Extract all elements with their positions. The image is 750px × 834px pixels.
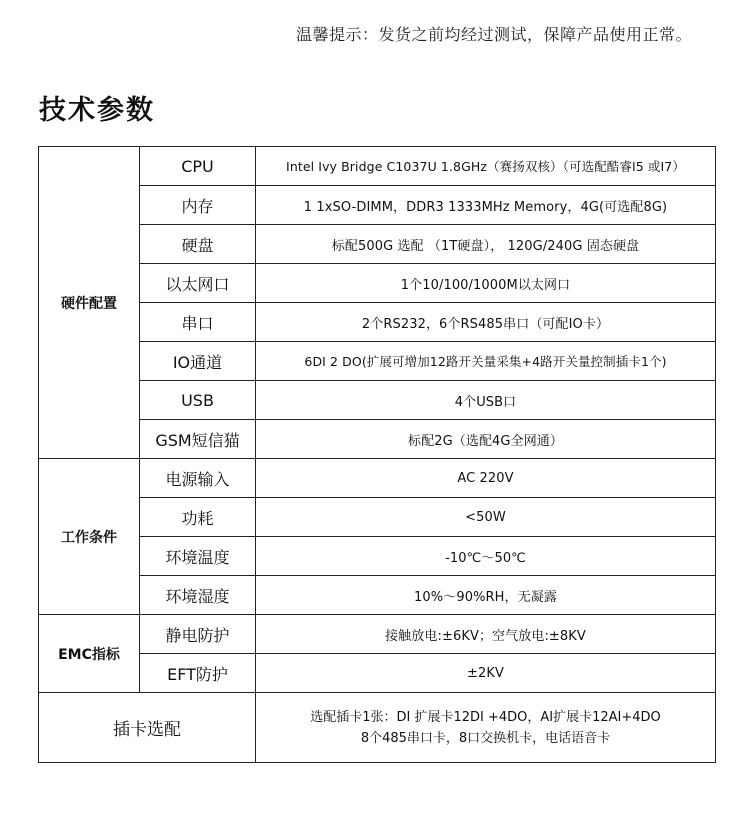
spec-item-label: 以太网口 bbox=[140, 264, 256, 303]
spec-item-label: 环境湿度 bbox=[140, 576, 256, 615]
group-label-emc: EMC指标 bbox=[39, 615, 140, 693]
spec-row-usb bbox=[39, 381, 716, 420]
spec-item-label: EFT防护 bbox=[140, 654, 256, 693]
spec-item-label: IO通道 bbox=[140, 342, 256, 381]
spec-row-memory bbox=[39, 186, 716, 225]
card-options-label: 插卡选配 bbox=[39, 693, 256, 763]
spec-item-value: <50W bbox=[256, 498, 716, 537]
group-label-hardware: 硬件配置 bbox=[39, 147, 140, 459]
card-options-value bbox=[256, 693, 716, 763]
spec-item-value: -10℃～50℃ bbox=[256, 537, 716, 576]
spec-item-label: 电源输入 bbox=[140, 459, 256, 498]
spec-item-label: 硬盘 bbox=[140, 225, 256, 264]
spec-table bbox=[38, 146, 716, 763]
spec-item-label: 环境温度 bbox=[140, 537, 256, 576]
spec-item-value: ±2KV bbox=[256, 654, 716, 693]
spec-item-value: 标配2G（选配4G全网通） bbox=[256, 420, 716, 459]
spec-item-label: CPU bbox=[140, 147, 256, 186]
spec-item-value: 1个10/100/1000M以太网口 bbox=[256, 264, 716, 303]
card-options-line-2: 8个485串口卡，8口交换机卡，电话语音卡 bbox=[360, 730, 611, 746]
spec-row-consumption bbox=[39, 498, 716, 537]
spec-row-ethernet bbox=[39, 264, 716, 303]
spec-item-label: 静电防护 bbox=[140, 615, 256, 654]
spec-item-value: 6DI 2 DO(扩展可增加12路开关量采集+4路开关量控制插卡1个) bbox=[256, 342, 716, 381]
spec-row-power bbox=[39, 459, 716, 498]
spec-row-humidity bbox=[39, 576, 716, 615]
group-label-working: 工作条件 bbox=[39, 459, 140, 615]
spec-item-value: Intel Ivy Bridge C1037U 1.8GHz（赛扬双核）（可选配酷睿I5 或I7） bbox=[256, 147, 716, 186]
spec-item-value: 1 1xSO-DIMM，DDR3 1333MHz Memory，4G(可选配8G) bbox=[256, 186, 716, 225]
spec-item-value: 接触放电:±6KV；空气放电:±8KV bbox=[256, 615, 716, 654]
spec-row-serial bbox=[39, 303, 716, 342]
spec-item-value: 标配500G 选配 （1T硬盘）， 120G/240G 固态硬盘 bbox=[256, 225, 716, 264]
spec-item-label: GSM短信猫 bbox=[140, 420, 256, 459]
spec-item-label: 功耗 bbox=[140, 498, 256, 537]
spec-row-gsm bbox=[39, 420, 716, 459]
spec-item-value: 4个USB口 bbox=[256, 381, 716, 420]
spec-row-io bbox=[39, 342, 716, 381]
section-title: 技术参数 bbox=[39, 95, 155, 126]
spec-row-disk bbox=[39, 225, 716, 264]
spec-row-esd bbox=[39, 615, 716, 654]
card-options-line-1: 选配插卡1张：DI 扩展卡12DI +4DO，AI扩展卡12AI+4DO bbox=[310, 709, 661, 725]
spec-item-label: 串口 bbox=[140, 303, 256, 342]
spec-row-temperature bbox=[39, 537, 716, 576]
spec-item-value: 10%～90%RH，无凝露 bbox=[256, 576, 716, 615]
spec-item-value: AC 220V bbox=[256, 459, 716, 498]
spec-item-label: 内存 bbox=[140, 186, 256, 225]
spec-row-cpu bbox=[39, 147, 716, 186]
spec-row-card-options bbox=[39, 693, 716, 763]
spec-item-value: 2个RS232，6个RS485串口（可配IO卡） bbox=[256, 303, 716, 342]
spec-item-label: USB bbox=[140, 381, 256, 420]
spec-row-eft bbox=[39, 654, 716, 693]
shipping-notice: 温馨提示：发货之前均经过测试，保障产品使用正常。 bbox=[295, 25, 692, 44]
